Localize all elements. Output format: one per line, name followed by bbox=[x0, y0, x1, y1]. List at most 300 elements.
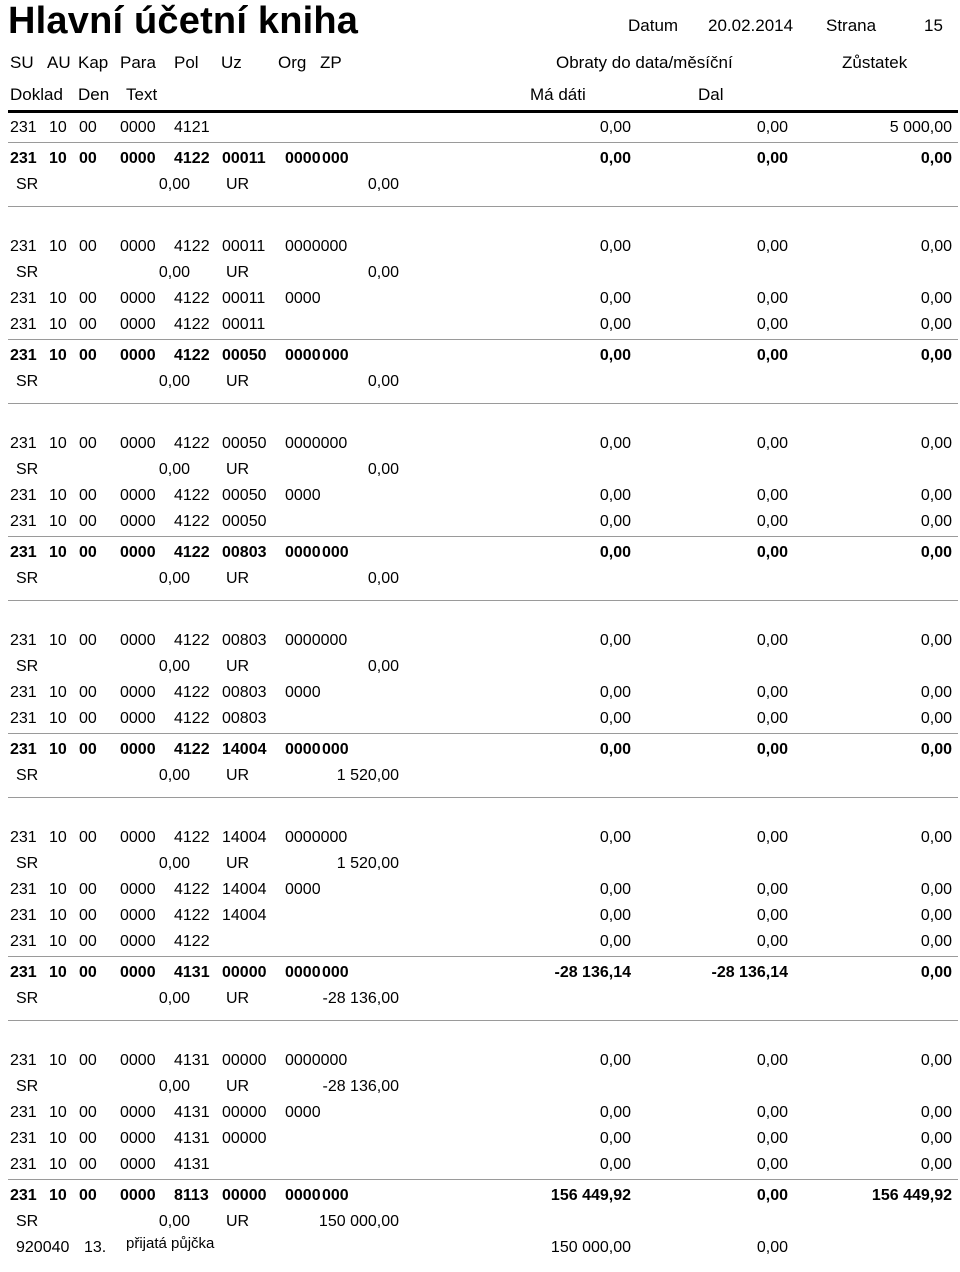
cell-su: 231 bbox=[10, 316, 37, 333]
cell-uz: 00011 bbox=[222, 316, 266, 333]
cell-pol: 4122 bbox=[174, 544, 210, 561]
cell-sr-label: SR bbox=[16, 855, 39, 872]
account-row bbox=[0, 509, 960, 535]
cell-su: 231 bbox=[10, 829, 37, 846]
cell-md: 0,00 bbox=[599, 513, 631, 530]
cell-org: 0000 bbox=[285, 964, 321, 981]
cell-kap: 00 bbox=[79, 238, 97, 255]
cell-sr: 0,00 bbox=[158, 1213, 190, 1230]
cell-ur-label: UR bbox=[226, 176, 250, 193]
cell-para: 0000 bbox=[120, 829, 156, 846]
cell-pol: 4122 bbox=[174, 933, 210, 950]
cell-ur-label: UR bbox=[226, 264, 250, 281]
cell-au: 10 bbox=[49, 513, 67, 530]
cell-dal: 0,00 bbox=[756, 487, 788, 504]
sr-ur-row bbox=[0, 1074, 960, 1100]
cell-para: 0000 bbox=[120, 684, 156, 701]
cell-zus: 0,00 bbox=[920, 829, 952, 846]
cell-au: 10 bbox=[49, 119, 67, 136]
cell-ur: 150 000,00 bbox=[318, 1213, 399, 1230]
cell-dal: 0,00 bbox=[756, 544, 788, 561]
cell-uz: 00803 bbox=[222, 710, 267, 727]
cell-md: 0,00 bbox=[599, 829, 631, 846]
cell-ur-label: UR bbox=[226, 855, 250, 872]
cell-md: 0,00 bbox=[599, 316, 631, 333]
cell-zp: 000 bbox=[322, 964, 349, 981]
cell-para: 0000 bbox=[120, 1187, 156, 1204]
cell-pol: 8113 bbox=[174, 1187, 209, 1204]
cell-su: 231 bbox=[10, 632, 37, 649]
document-row bbox=[0, 1235, 960, 1261]
cell-dal: 0,00 bbox=[756, 238, 788, 255]
datum-value: 20.02.2014 bbox=[708, 16, 794, 35]
cell-su: 231 bbox=[10, 1130, 37, 1147]
cell-pol: 4122 bbox=[174, 710, 210, 727]
cell-kap: 00 bbox=[79, 544, 97, 561]
account-row bbox=[0, 929, 960, 955]
cell-uz: 00000 bbox=[222, 1187, 267, 1204]
cell-dal: 0,00 bbox=[756, 1187, 788, 1204]
cell-den: 13. bbox=[84, 1239, 107, 1256]
cell-uz: 14004 bbox=[222, 741, 267, 758]
account-row bbox=[0, 706, 960, 732]
cell-pol: 4121 bbox=[174, 119, 210, 136]
cell-md: 0,00 bbox=[599, 347, 631, 364]
cell-zus: 0,00 bbox=[920, 487, 952, 504]
cell-pol: 4131 bbox=[174, 1052, 210, 1069]
cell-pol: 4122 bbox=[174, 290, 210, 307]
cell-org: 0000 bbox=[285, 487, 321, 504]
cell-ur-label: UR bbox=[226, 990, 250, 1007]
cell-md: 0,00 bbox=[599, 150, 631, 167]
cell-ur-label: UR bbox=[226, 767, 250, 784]
account-divider bbox=[8, 1179, 958, 1180]
cell-para: 0000 bbox=[120, 347, 156, 364]
col-header-den: Den bbox=[78, 85, 110, 104]
account-row bbox=[0, 286, 960, 312]
cell-ur-label: UR bbox=[226, 373, 250, 390]
cell-md: 0,00 bbox=[599, 907, 631, 924]
cell-uz: 14004 bbox=[222, 881, 267, 898]
cell-zus: 0,00 bbox=[920, 1156, 952, 1173]
cell-para: 0000 bbox=[120, 513, 156, 530]
cell-au: 10 bbox=[49, 435, 67, 452]
cell-kap: 00 bbox=[79, 150, 97, 167]
cell-su: 231 bbox=[10, 347, 37, 364]
cell-sr: 0,00 bbox=[158, 767, 190, 784]
cell-su: 231 bbox=[10, 119, 37, 136]
cell-zus: 0,00 bbox=[920, 933, 952, 950]
col-header-text: Text bbox=[126, 85, 158, 104]
cell-zus: 0,00 bbox=[920, 907, 952, 924]
cell-para: 0000 bbox=[120, 1156, 156, 1173]
cell-sr: 0,00 bbox=[158, 373, 190, 390]
cell-zp: 000 bbox=[322, 150, 349, 167]
cell-su: 231 bbox=[10, 933, 37, 950]
cell-su: 231 bbox=[10, 684, 37, 701]
account-summary-row bbox=[0, 146, 960, 172]
cell-dal: 0,00 bbox=[756, 150, 788, 167]
cell-kap: 00 bbox=[79, 347, 97, 364]
cell-dal: 0,00 bbox=[756, 907, 788, 924]
cell-pol: 4122 bbox=[174, 632, 210, 649]
cell-para: 0000 bbox=[120, 933, 156, 950]
cell-pol: 4131 bbox=[174, 1130, 210, 1147]
cell-md: 0,00 bbox=[599, 1104, 631, 1121]
cell-pol: 4131 bbox=[174, 1104, 210, 1121]
account-row bbox=[0, 234, 960, 260]
cell-zus: 0,00 bbox=[920, 238, 952, 255]
cell-uz: 00000 bbox=[222, 1130, 267, 1147]
cell-dal: 0,00 bbox=[756, 684, 788, 701]
cell-au: 10 bbox=[49, 684, 67, 701]
cell-md: 0,00 bbox=[599, 435, 631, 452]
cell-sr: 0,00 bbox=[158, 1078, 190, 1095]
cell-ur-label: UR bbox=[226, 570, 250, 587]
cell-org: 0000000 bbox=[285, 1052, 348, 1069]
cell-zus: 0,00 bbox=[920, 150, 952, 167]
cell-zus: 156 449,92 bbox=[871, 1187, 952, 1204]
cell-zus: 0,00 bbox=[920, 741, 952, 758]
cell-sr: 0,00 bbox=[158, 990, 190, 1007]
cell-org: 0000000 bbox=[285, 632, 348, 649]
cell-sr: 0,00 bbox=[158, 658, 190, 675]
cell-dal: 0,00 bbox=[756, 513, 788, 530]
cell-au: 10 bbox=[49, 238, 67, 255]
cell-kap: 00 bbox=[79, 290, 97, 307]
account-row bbox=[0, 825, 960, 851]
cell-sr: 0,00 bbox=[158, 176, 190, 193]
cell-au: 10 bbox=[49, 150, 67, 167]
col-header-uz: Uz bbox=[221, 53, 242, 72]
cell-au: 10 bbox=[49, 316, 67, 333]
cell-su: 231 bbox=[10, 513, 37, 530]
cell-md: 0,00 bbox=[599, 741, 631, 758]
cell-org: 0000 bbox=[285, 290, 321, 307]
cell-zp: 000 bbox=[322, 1187, 349, 1204]
cell-kap: 00 bbox=[79, 684, 97, 701]
cell-pol: 4122 bbox=[174, 238, 210, 255]
cell-kap: 00 bbox=[79, 487, 97, 504]
cell-au: 10 bbox=[49, 1052, 67, 1069]
cell-dal: 0,00 bbox=[756, 435, 788, 452]
cell-pol: 4122 bbox=[174, 741, 210, 758]
cell-au: 10 bbox=[49, 1156, 67, 1173]
cell-org: 0000000 bbox=[285, 829, 348, 846]
cell-su: 231 bbox=[10, 238, 37, 255]
cell-au: 10 bbox=[49, 829, 67, 846]
cell-pol: 4131 bbox=[174, 964, 210, 981]
cell-zus: 0,00 bbox=[920, 964, 952, 981]
cell-dal: 0,00 bbox=[756, 290, 788, 307]
account-summary-row bbox=[0, 960, 960, 986]
cell-para: 0000 bbox=[120, 150, 156, 167]
cell-ur-label: UR bbox=[226, 1078, 250, 1095]
cell-su: 231 bbox=[10, 907, 37, 924]
cell-zp: 000 bbox=[322, 347, 349, 364]
cell-md: 0,00 bbox=[599, 881, 631, 898]
account-row bbox=[0, 1048, 960, 1074]
col-header-zustatek: Zůstatek bbox=[842, 53, 908, 72]
sr-ur-row bbox=[0, 457, 960, 483]
cell-su: 231 bbox=[10, 1052, 37, 1069]
page-title: Hlavní účetní kniha bbox=[8, 0, 359, 42]
cell-org: 0000000 bbox=[285, 435, 348, 452]
sr-ur-row bbox=[0, 986, 960, 1012]
col-header-madati: Má dáti bbox=[530, 85, 586, 104]
cell-su: 231 bbox=[10, 964, 37, 981]
cell-para: 0000 bbox=[120, 710, 156, 727]
cell-pol: 4122 bbox=[174, 347, 210, 364]
cell-uz: 00050 bbox=[222, 347, 267, 364]
cell-uz: 00050 bbox=[222, 487, 267, 504]
group-divider bbox=[8, 600, 958, 601]
cell-org: 0000 bbox=[285, 741, 321, 758]
cell-md: 0,00 bbox=[599, 632, 631, 649]
cell-su: 231 bbox=[10, 881, 37, 898]
cell-ur-label: UR bbox=[226, 1213, 250, 1230]
col-header-kap: Kap bbox=[78, 53, 109, 72]
cell-ur: -28 136,00 bbox=[322, 1078, 399, 1095]
cell-org: 0000 bbox=[285, 347, 321, 364]
cell-au: 10 bbox=[49, 741, 67, 758]
cell-md: 156 449,92 bbox=[550, 1187, 631, 1204]
cell-para: 0000 bbox=[120, 290, 156, 307]
cell-au: 10 bbox=[49, 907, 67, 924]
cell-au: 10 bbox=[49, 347, 67, 364]
account-summary-row bbox=[0, 343, 960, 369]
cell-sr-label: SR bbox=[16, 176, 39, 193]
cell-zp: 000 bbox=[322, 741, 349, 758]
cell-zus: 0,00 bbox=[920, 1052, 952, 1069]
cell-org: 0000 bbox=[285, 881, 321, 898]
cell-dal: 0,00 bbox=[756, 119, 788, 136]
cell-md: 0,00 bbox=[599, 119, 631, 136]
cell-kap: 00 bbox=[79, 933, 97, 950]
cell-pol: 4122 bbox=[174, 150, 210, 167]
cell-zus: 0,00 bbox=[920, 710, 952, 727]
sr-ur-row bbox=[0, 172, 960, 198]
cell-sr-label: SR bbox=[16, 1213, 39, 1230]
cell-ur: 0,00 bbox=[367, 570, 399, 587]
cell-md: 150 000,00 bbox=[550, 1239, 631, 1256]
group-divider bbox=[8, 1020, 958, 1021]
cell-zus: 0,00 bbox=[920, 632, 952, 649]
cell-pol: 4122 bbox=[174, 513, 210, 530]
cell-para: 0000 bbox=[120, 964, 156, 981]
col-header-zp: ZP bbox=[320, 53, 342, 72]
cell-sr-label: SR bbox=[16, 767, 39, 784]
cell-pol: 4122 bbox=[174, 829, 210, 846]
cell-uz: 00050 bbox=[222, 435, 267, 452]
cell-zus: 0,00 bbox=[920, 435, 952, 452]
cell-au: 10 bbox=[49, 290, 67, 307]
cell-text: přijatá půjčka bbox=[126, 1235, 215, 1252]
cell-au: 10 bbox=[49, 544, 67, 561]
cell-kap: 00 bbox=[79, 710, 97, 727]
cell-dal: 0,00 bbox=[756, 316, 788, 333]
cell-ur-label: UR bbox=[226, 658, 250, 675]
cell-md: 0,00 bbox=[599, 1130, 631, 1147]
cell-zus: 0,00 bbox=[920, 347, 952, 364]
cell-kap: 00 bbox=[79, 513, 97, 530]
cell-au: 10 bbox=[49, 487, 67, 504]
cell-zus: 0,00 bbox=[920, 513, 952, 530]
account-summary-row bbox=[0, 540, 960, 566]
cell-para: 0000 bbox=[120, 238, 156, 255]
cell-sr: 0,00 bbox=[158, 264, 190, 281]
strana-label: Strana bbox=[826, 16, 877, 35]
cell-ur: 0,00 bbox=[367, 264, 399, 281]
account-row bbox=[0, 1126, 960, 1152]
cell-dal: -28 136,14 bbox=[711, 964, 788, 981]
cell-pol: 4122 bbox=[174, 487, 210, 504]
cell-sr: 0,00 bbox=[158, 570, 190, 587]
cell-ur: 0,00 bbox=[367, 176, 399, 193]
cell-su: 231 bbox=[10, 150, 37, 167]
account-row bbox=[0, 1152, 960, 1178]
cell-zus: 0,00 bbox=[920, 1130, 952, 1147]
cell-au: 10 bbox=[49, 1187, 67, 1204]
cell-zus: 0,00 bbox=[920, 684, 952, 701]
cell-kap: 00 bbox=[79, 119, 97, 136]
account-row bbox=[0, 431, 960, 457]
cell-org: 0000 bbox=[285, 1104, 321, 1121]
cell-para: 0000 bbox=[120, 907, 156, 924]
cell-ur: 0,00 bbox=[367, 461, 399, 478]
cell-kap: 00 bbox=[79, 1156, 97, 1173]
cell-dal: 0,00 bbox=[756, 347, 788, 364]
cell-su: 231 bbox=[10, 487, 37, 504]
group-divider bbox=[8, 797, 958, 798]
col-header-org: Org bbox=[278, 53, 307, 72]
cell-au: 10 bbox=[49, 710, 67, 727]
cell-kap: 00 bbox=[79, 1187, 97, 1204]
cell-uz: 00000 bbox=[222, 1052, 267, 1069]
account-summary-row bbox=[0, 737, 960, 763]
cell-su: 231 bbox=[10, 1156, 37, 1173]
cell-sr-label: SR bbox=[16, 373, 39, 390]
col-header-pol: Pol bbox=[174, 53, 199, 72]
col-header-su: SU bbox=[10, 53, 34, 72]
cell-md: 0,00 bbox=[599, 1156, 631, 1173]
cell-pol: 4122 bbox=[174, 881, 210, 898]
cell-para: 0000 bbox=[120, 881, 156, 898]
cell-kap: 00 bbox=[79, 1130, 97, 1147]
cell-org: 0000 bbox=[285, 150, 321, 167]
cell-sr-label: SR bbox=[16, 990, 39, 1007]
cell-pol: 4131 bbox=[174, 1156, 210, 1173]
account-row bbox=[0, 877, 960, 903]
account-divider bbox=[8, 956, 958, 957]
cell-sr-label: SR bbox=[16, 461, 39, 478]
cell-pol: 4122 bbox=[174, 435, 210, 452]
account-row bbox=[0, 628, 960, 654]
cell-org: 0000 bbox=[285, 684, 321, 701]
cell-dal: 0,00 bbox=[756, 933, 788, 950]
account-row bbox=[0, 680, 960, 706]
cell-org: 0000 bbox=[285, 1187, 321, 1204]
cell-kap: 00 bbox=[79, 829, 97, 846]
cell-uz: 00050 bbox=[222, 513, 267, 530]
cell-zus: 5 000,00 bbox=[889, 119, 952, 136]
cell-sr-label: SR bbox=[16, 658, 39, 675]
cell-md: 0,00 bbox=[599, 684, 631, 701]
cell-su: 231 bbox=[10, 1104, 37, 1121]
strana-value: 15 bbox=[924, 16, 943, 35]
cell-kap: 00 bbox=[79, 1052, 97, 1069]
group-divider bbox=[8, 403, 958, 404]
col-header-au: AU bbox=[47, 53, 71, 72]
datum-label: Datum bbox=[628, 16, 679, 35]
cell-pol: 4122 bbox=[174, 907, 210, 924]
cell-su: 231 bbox=[10, 435, 37, 452]
cell-dal: 0,00 bbox=[756, 1130, 788, 1147]
col-header-para: Para bbox=[120, 53, 156, 72]
cell-su: 231 bbox=[10, 710, 37, 727]
cell-sr-label: SR bbox=[16, 570, 39, 587]
cell-para: 0000 bbox=[120, 1104, 156, 1121]
cell-au: 10 bbox=[49, 632, 67, 649]
cell-dal: 0,00 bbox=[756, 1239, 788, 1256]
cell-uz: 00803 bbox=[222, 632, 267, 649]
col-header-doklad: Doklad bbox=[10, 85, 63, 104]
cell-sr: 0,00 bbox=[158, 461, 190, 478]
cell-ur: -28 136,00 bbox=[322, 990, 399, 1007]
cell-md: 0,00 bbox=[599, 544, 631, 561]
group-divider bbox=[8, 206, 958, 207]
cell-org: 0000 bbox=[285, 544, 321, 561]
cell-dal: 0,00 bbox=[756, 741, 788, 758]
cell-au: 10 bbox=[49, 933, 67, 950]
cell-para: 0000 bbox=[120, 487, 156, 504]
cell-kap: 00 bbox=[79, 907, 97, 924]
cell-uz: 00803 bbox=[222, 544, 267, 561]
cell-ur: 0,00 bbox=[367, 373, 399, 390]
account-row bbox=[0, 115, 960, 141]
cell-dal: 0,00 bbox=[756, 829, 788, 846]
cell-sr-label: SR bbox=[16, 264, 39, 281]
cell-md: 0,00 bbox=[599, 1052, 631, 1069]
cell-dal: 0,00 bbox=[756, 1104, 788, 1121]
cell-ur: 0,00 bbox=[367, 658, 399, 675]
cell-au: 10 bbox=[49, 1104, 67, 1121]
cell-uz: 00000 bbox=[222, 1104, 267, 1121]
cell-md: 0,00 bbox=[599, 238, 631, 255]
cell-para: 0000 bbox=[120, 435, 156, 452]
cell-sr: 0,00 bbox=[158, 855, 190, 872]
cell-sr-label: SR bbox=[16, 1078, 39, 1095]
account-row bbox=[0, 1100, 960, 1126]
cell-dal: 0,00 bbox=[756, 881, 788, 898]
cell-su: 231 bbox=[10, 741, 37, 758]
cell-kap: 00 bbox=[79, 741, 97, 758]
sr-ur-row bbox=[0, 654, 960, 680]
account-divider bbox=[8, 339, 958, 340]
cell-pol: 4122 bbox=[174, 684, 210, 701]
cell-zus: 0,00 bbox=[920, 881, 952, 898]
cell-zus: 0,00 bbox=[920, 316, 952, 333]
col-header-obraty: Obraty do data/měsíční bbox=[556, 53, 733, 72]
sr-ur-row bbox=[0, 369, 960, 395]
cell-ur: 1 520,00 bbox=[336, 767, 399, 784]
cell-kap: 00 bbox=[79, 964, 97, 981]
cell-dal: 0,00 bbox=[756, 632, 788, 649]
header-divider bbox=[8, 110, 958, 113]
cell-su: 231 bbox=[10, 544, 37, 561]
cell-kap: 00 bbox=[79, 1104, 97, 1121]
account-row bbox=[0, 903, 960, 929]
